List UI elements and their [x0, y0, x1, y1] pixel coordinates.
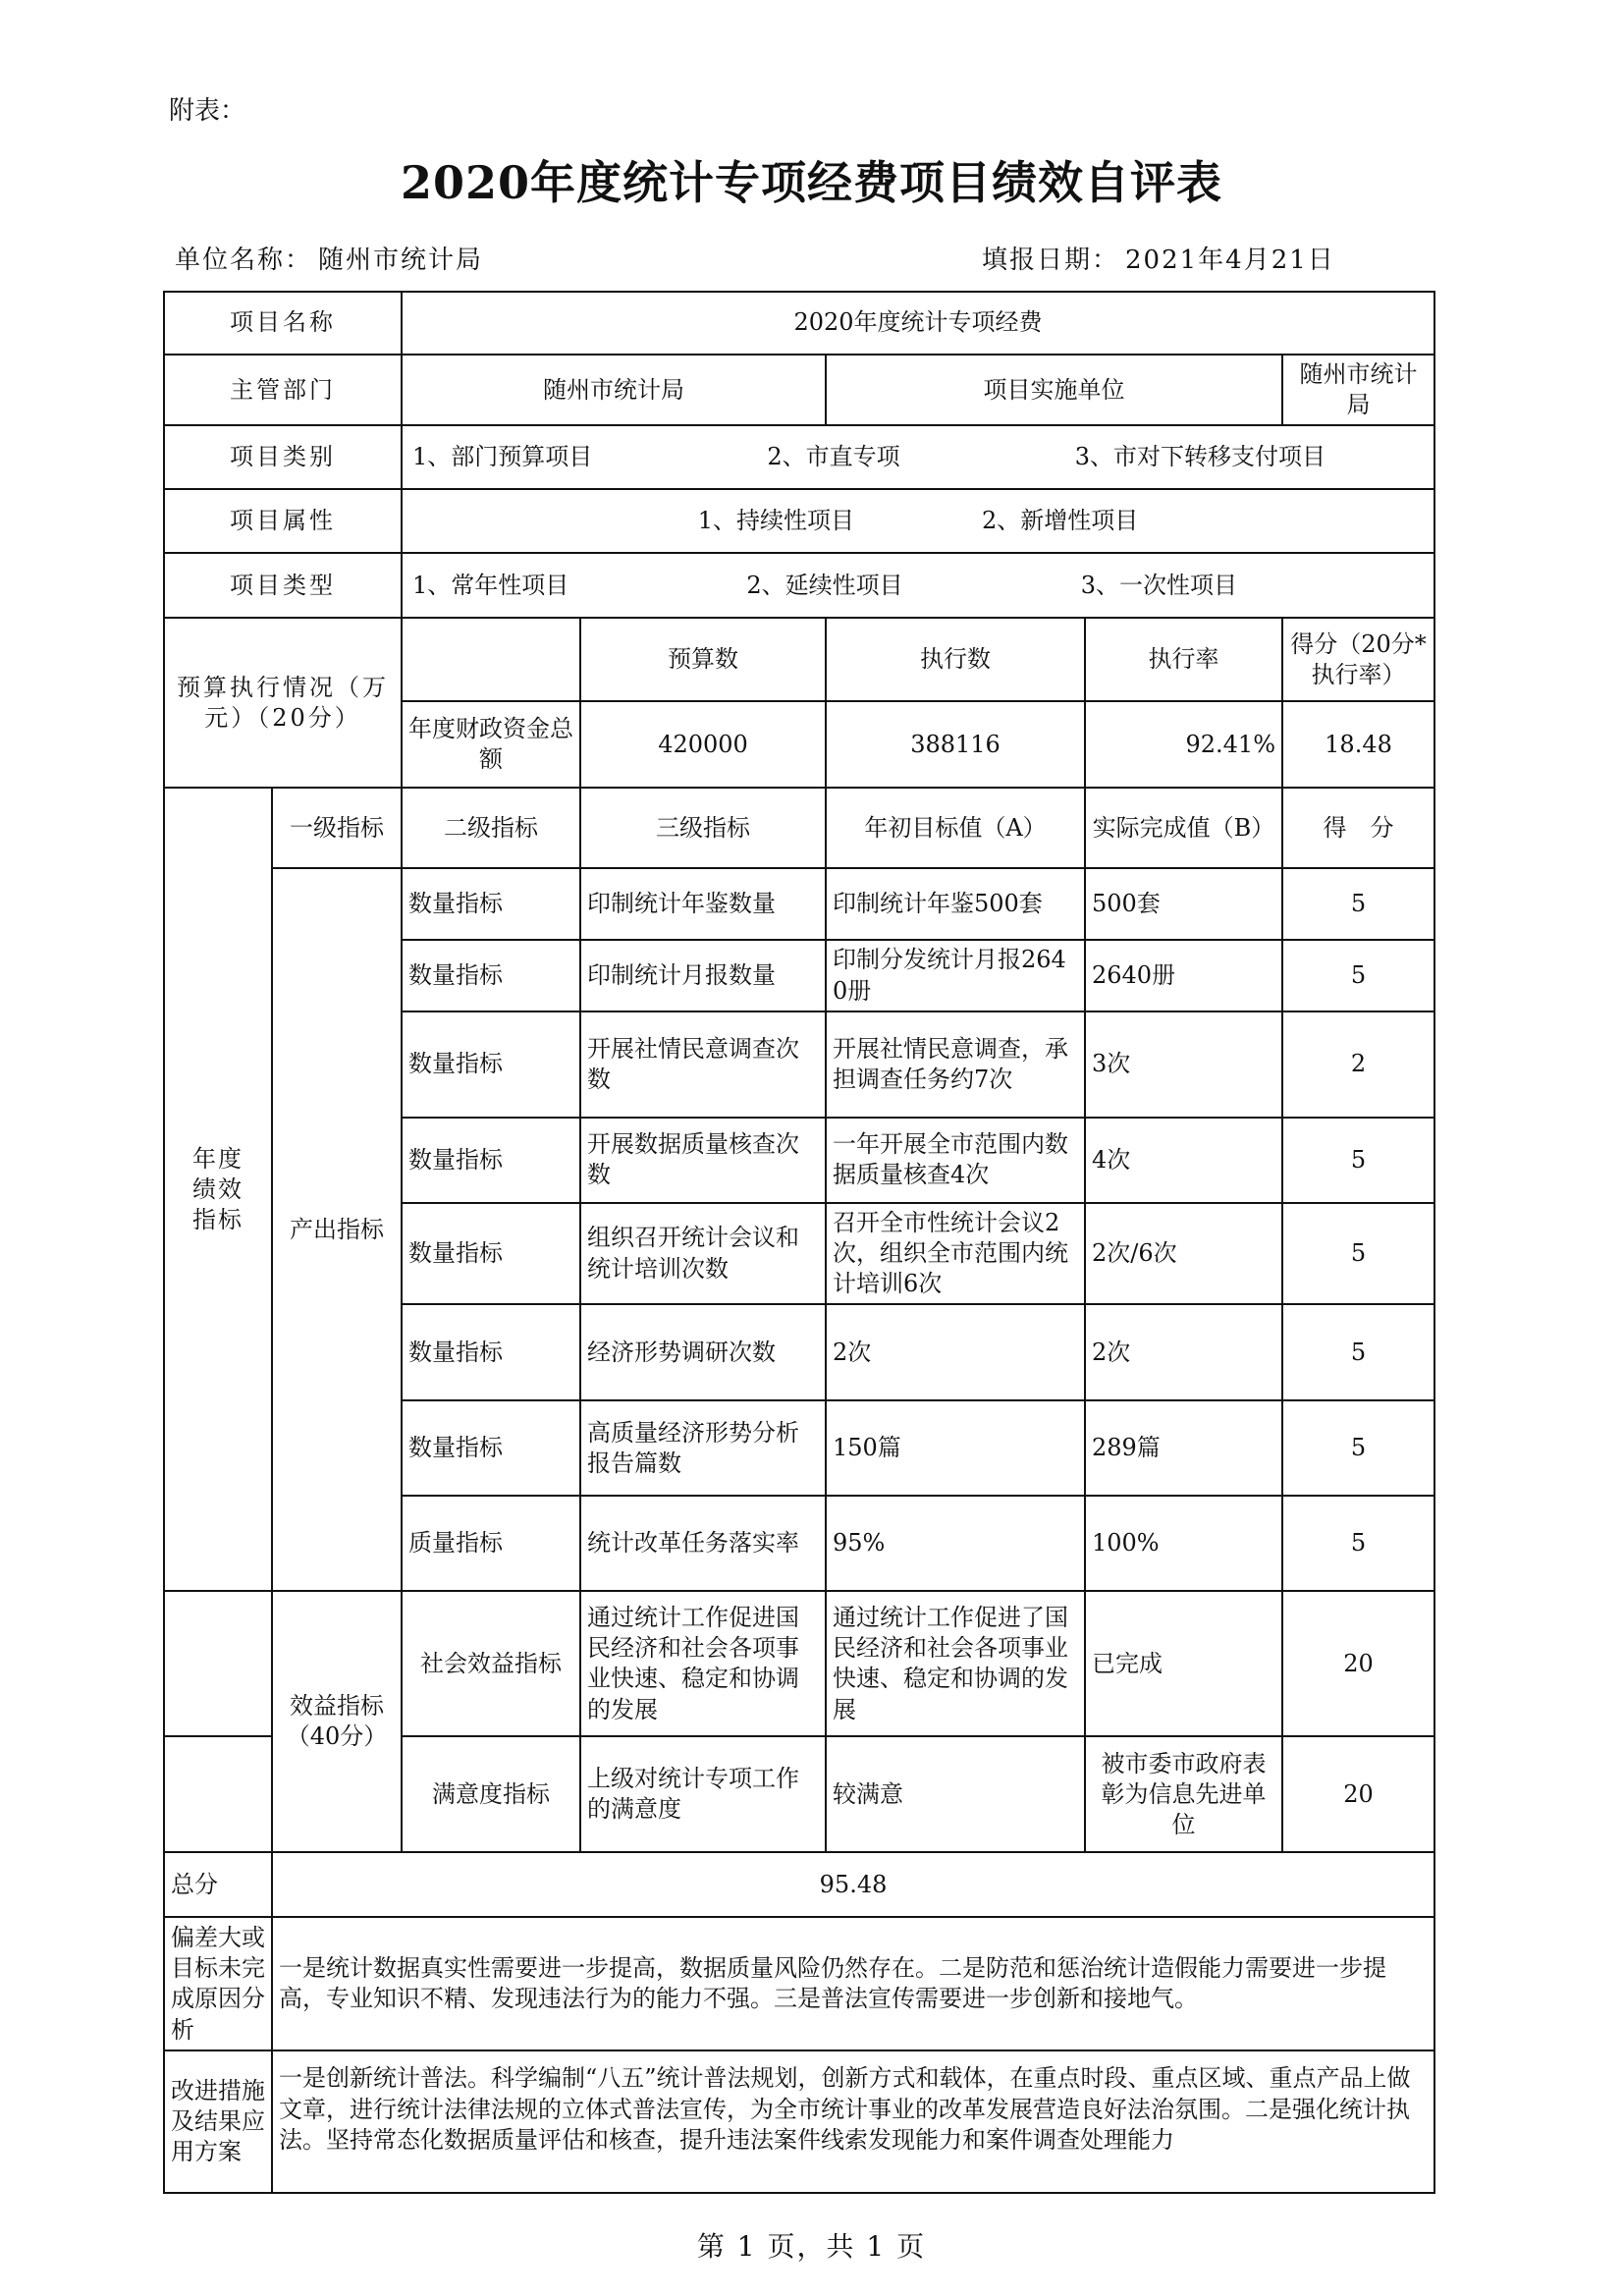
deviation-label: 偏差大或目标未完成原因分析 — [164, 1917, 272, 2050]
output-actual: 100% — [1085, 1496, 1282, 1591]
target-header: 年初目标值（A） — [826, 788, 1085, 868]
project-name-value: 2020年度统计专项经费 — [402, 292, 1434, 355]
fund-total-label: 年度财政资金总额 — [402, 701, 580, 788]
attribute-option: 2、新增性项目 — [982, 507, 1139, 535]
attribute-label: 项目属性 — [164, 489, 402, 553]
output-actual: 3次 — [1085, 1011, 1282, 1118]
output-l2: 数量指标 — [402, 868, 580, 940]
budget-col-header: 预算数 — [580, 618, 826, 701]
output-l3: 印制统计月报数量 — [580, 940, 826, 1011]
output-actual: 289篇 — [1085, 1400, 1282, 1496]
unit-label: 单位名称： — [175, 246, 313, 275]
category-option: 3、市对下转移支付项目 — [1074, 443, 1326, 471]
unit-value: 随州市统计局 — [318, 246, 484, 275]
impl-unit-value: 随州市统计局 — [1282, 355, 1434, 425]
attribute-option: 1、持续性项目 — [697, 507, 855, 535]
category-option: 1、部门预算项目 — [412, 443, 593, 471]
benefit-left-blank — [164, 1736, 272, 1852]
category-options — [402, 425, 1434, 489]
output-target: 召开全市性统计会议2次，组织全市范围内统计培训6次 — [826, 1203, 1085, 1305]
output-l3: 开展数据质量核查次数 — [580, 1118, 826, 1203]
perf-section-label-text: 年度绩效指标 — [191, 1144, 243, 1233]
exec-value: 388116 — [826, 701, 1085, 788]
output-target: 2次 — [826, 1304, 1085, 1400]
category-option: 2、市直专项 — [767, 443, 900, 471]
output-target: 开展社情民意调查，承担调查任务约7次 — [826, 1011, 1085, 1118]
level1-header: 一级指标 — [272, 788, 402, 868]
type-option: 3、一次性项目 — [1080, 571, 1238, 599]
perf-section-label — [164, 788, 272, 1591]
budget-score-col-header: 得分（20分*执行率） — [1282, 618, 1434, 701]
level2-header: 二级指标 — [402, 788, 580, 868]
output-score: 5 — [1282, 1304, 1434, 1400]
type-options — [402, 553, 1434, 618]
type-option: 1、常年性项目 — [412, 571, 569, 599]
rate-value: 92.41% — [1085, 701, 1282, 788]
level3-header: 三级指标 — [580, 788, 826, 868]
benefit-actual: 被市委市政府表彰为信息先进单位 — [1085, 1736, 1282, 1852]
output-score: 5 — [1282, 1118, 1434, 1203]
output-l3: 统计改革任务落实率 — [580, 1496, 826, 1591]
output-l3: 高质量经济形势分析报告篇数 — [580, 1400, 826, 1496]
category-label: 项目类别 — [164, 425, 402, 489]
exec-col-header: 执行数 — [826, 618, 1085, 701]
budget-label: 预算执行情况（万元）（20分） — [164, 618, 402, 788]
fill-date-line — [976, 240, 1335, 276]
output-l3: 组织召开统计会议和统计培训次数 — [580, 1203, 826, 1305]
evaluation-table — [163, 291, 1435, 2194]
benefit-l2: 满意度指标 — [402, 1736, 580, 1852]
deviation-text: 一是统计数据真实性需要进一步提高，数据质量风险仍然存在。二是防范和惩治统计造假能力需要进一步提高，专业知识不精、发现违法行为的能力不强。三是普法宣传需要进一步创新和接地气。 — [272, 1917, 1434, 2050]
project-name-label: 项目名称 — [164, 292, 402, 355]
budget-header-blank — [402, 618, 580, 701]
benefit-score: 20 — [1282, 1736, 1434, 1852]
benefit-target: 较满意 — [826, 1736, 1085, 1852]
benefit-actual: 已完成 — [1085, 1591, 1282, 1736]
output-l3: 开展社情民意调查次数 — [580, 1011, 826, 1118]
date-label: 填报日期： — [982, 246, 1120, 275]
output-actual: 2次 — [1085, 1304, 1282, 1400]
output-score: 5 — [1282, 940, 1434, 1011]
output-score: 5 — [1282, 1496, 1434, 1591]
output-l3: 经济形势调研次数 — [580, 1304, 826, 1400]
dept-value: 随州市统计局 — [402, 355, 826, 425]
page-title: 2020年度统计专项经费项目绩效自评表 — [400, 156, 1223, 209]
type-option: 2、延续性项目 — [746, 571, 903, 599]
total-score-label: 总分 — [164, 1852, 272, 1917]
page-footer: 第 1 页，共 1 页 — [696, 2230, 927, 2263]
output-actual: 2次/6次 — [1085, 1203, 1282, 1305]
output-l2: 数量指标 — [402, 1011, 580, 1118]
benefit-indicator-label: 效益指标（40分） — [272, 1591, 402, 1852]
output-l2: 数量指标 — [402, 1400, 580, 1496]
improvement-label: 改进措施及结果应用方案 — [164, 2050, 272, 2193]
benefit-l2: 社会效益指标 — [402, 1591, 580, 1736]
output-target: 95% — [826, 1496, 1085, 1591]
output-score: 5 — [1282, 1400, 1434, 1496]
output-score: 5 — [1282, 1203, 1434, 1305]
output-l3: 印制统计年鉴数量 — [580, 868, 826, 940]
output-indicator-label: 产出指标 — [272, 868, 402, 1591]
rate-col-header: 执行率 — [1085, 618, 1282, 701]
output-target: 150篇 — [826, 1400, 1085, 1496]
improvement-text: 一是创新统计普法。科学编制“八五”统计普法规划，创新方式和载体，在重点时段、重点区域、重点产品上做文章，进行统计法律法规的立体式普法宣传，为全市统计事业的改革发展营造良好法治氛围。二是强化统计执法。坚持常态化数据质量评估和核查，提升违法案件线索发现能力和案件调查处理能力 — [272, 2050, 1434, 2193]
unit-name-line — [169, 240, 483, 276]
output-actual: 500套 — [1085, 868, 1282, 940]
benefit-l3: 上级对统计专项工作的满意度 — [580, 1736, 826, 1852]
output-actual: 4次 — [1085, 1118, 1282, 1203]
actual-header: 实际完成值（B） — [1085, 788, 1282, 868]
date-value: 2021年4月21日 — [1125, 246, 1335, 275]
benefit-target: 通过统计工作促进了国民经济和社会各项事业快速、稳定和协调的发展 — [826, 1591, 1085, 1736]
output-l2: 数量指标 — [402, 940, 580, 1011]
benefit-left-blank — [164, 1591, 272, 1736]
output-actual: 2640册 — [1085, 940, 1282, 1011]
budget-score-value: 18.48 — [1282, 701, 1434, 788]
dept-label: 主管部门 — [164, 355, 402, 425]
output-l2: 质量指标 — [402, 1496, 580, 1591]
output-l2: 数量指标 — [402, 1304, 580, 1400]
output-score: 5 — [1282, 868, 1434, 940]
output-target: 印制统计年鉴500套 — [826, 868, 1085, 940]
budget-value: 420000 — [580, 701, 826, 788]
impl-unit-label: 项目实施单位 — [826, 355, 1282, 425]
output-l2: 数量指标 — [402, 1203, 580, 1305]
attachment-label: 附表： — [169, 96, 246, 126]
attribute-options — [402, 489, 1434, 553]
output-target: 印制分发统计月报2640册 — [826, 940, 1085, 1011]
output-target: 一年开展全市范围内数据质量核查4次 — [826, 1118, 1085, 1203]
benefit-score: 20 — [1282, 1591, 1434, 1736]
benefit-l3: 通过统计工作促进国民经济和社会各项事业快速、稳定和协调的发展 — [580, 1591, 826, 1736]
total-score-value: 95.48 — [272, 1852, 1434, 1917]
output-score: 2 — [1282, 1011, 1434, 1118]
score-header: 得 分 — [1282, 788, 1434, 868]
type-label: 项目类型 — [164, 553, 402, 618]
output-l2: 数量指标 — [402, 1118, 580, 1203]
